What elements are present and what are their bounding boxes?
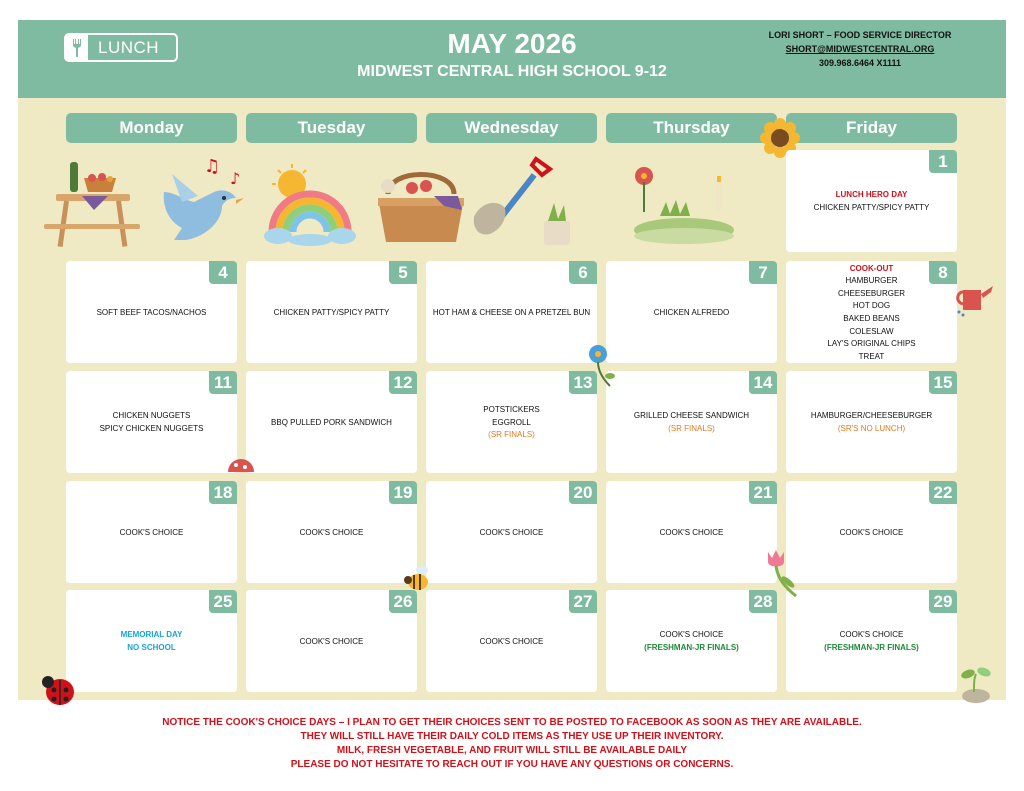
notice-line: PLEASE DO NOT HESITATE TO REACH OUT IF YOU HAVE ANY QUESTIONS OR CONCERNS.	[290, 759, 734, 770]
tulip-icon	[760, 548, 800, 602]
menu-item: COOK-OUT	[849, 263, 894, 273]
picnic-table-icon	[42, 158, 142, 250]
lunch-badge-label: LUNCH	[98, 37, 160, 57]
menu-item: LUNCH HERO DAY	[835, 190, 908, 200]
day-number: 18	[209, 481, 237, 504]
menu-item: HAMBURGER/CHEESEBURGER	[810, 411, 933, 421]
menu-item: SPICY CHICKEN NUGGETS	[99, 424, 204, 433]
menu-items	[246, 489, 417, 577]
day-cell	[786, 590, 957, 692]
day-header-tuesday: Tuesday	[246, 113, 417, 143]
menu-item: (SR'S NO LUNCH)	[837, 424, 906, 433]
day-cell	[786, 261, 957, 363]
menu-item: COLESLAW	[849, 326, 894, 336]
day-number: 1	[929, 150, 957, 173]
menu-items	[606, 489, 777, 577]
menu-items	[426, 489, 597, 577]
day-cell	[246, 261, 417, 363]
day-number: 8	[929, 261, 957, 284]
menu-item: (SR FINALS)	[668, 424, 715, 433]
day-number: 19	[389, 481, 417, 504]
day-cell	[66, 590, 237, 692]
day-header-friday: Friday	[786, 113, 957, 143]
menu-item: CHEESEBURGER	[837, 288, 906, 298]
menu-items	[786, 598, 957, 686]
day-cell	[246, 481, 417, 583]
menu-item: NO SCHOOL	[127, 643, 176, 652]
day-number: 26	[389, 590, 417, 613]
notice-line: MILK, FRESH VEGETABLE, AND FRUIT WILL STILL BE AVAILABLE DAILY	[336, 745, 688, 756]
menu-items	[246, 269, 417, 357]
day-number: 13	[569, 371, 597, 394]
menu-item: COOK'S CHOICE	[839, 630, 904, 640]
menu-items	[786, 158, 957, 246]
menu-items	[246, 598, 417, 686]
day-number: 22	[929, 481, 957, 504]
menu-item: HOT DOG	[852, 301, 891, 311]
svg-text:♪: ♪	[230, 169, 241, 188]
menu-item: COOK'S CHOICE	[479, 636, 544, 646]
menu-item: COOK'S CHOICE	[299, 636, 364, 646]
menu-item: CHICKEN PATTY/SPICY PATTY	[273, 307, 390, 317]
menu-item: COOK'S CHOICE	[299, 527, 364, 537]
contact-block	[740, 28, 980, 70]
menu-item: POTSTICKERS	[483, 405, 540, 415]
menu-item: GRILLED CHEESE SANDWICH	[633, 411, 750, 421]
menu-items	[66, 489, 237, 577]
day-number: 15	[929, 371, 957, 394]
day-cell	[246, 590, 417, 692]
day-cell	[66, 481, 237, 583]
svg-text:♫: ♫	[204, 156, 221, 177]
day-number: 4	[209, 261, 237, 284]
notice-line: THEY WILL STILL HAVE THEIR DAILY COLD ITEMS AS THEY USE UP THEIR INVENTORY.	[300, 731, 724, 742]
day-number: 25	[209, 590, 237, 613]
day-number: 27	[569, 590, 597, 613]
menu-items	[66, 379, 237, 467]
day-cell	[66, 261, 237, 363]
day-cell	[426, 371, 597, 473]
page-title: MAY 2026	[447, 28, 577, 59]
menu-item: BBQ PULLED PORK SANDWICH	[271, 417, 392, 427]
ladybug-icon	[40, 672, 78, 708]
menu-items	[426, 598, 597, 686]
menu-item: COOK'S CHOICE	[119, 527, 184, 537]
menu-items	[786, 379, 957, 467]
menu-items	[66, 269, 237, 357]
day-number: 5	[389, 261, 417, 284]
menu-item: BAKED BEANS	[843, 314, 900, 323]
day-cell	[426, 590, 597, 692]
day-cell	[66, 371, 237, 473]
menu-items	[606, 598, 777, 686]
menu-item: TREAT	[858, 351, 885, 361]
menu-items	[426, 269, 597, 357]
day-number: 20	[569, 481, 597, 504]
day-number: 28	[749, 590, 777, 613]
contact-email-link[interactable]: SHORT@MIDWESTCENTRAL.ORG	[785, 44, 935, 54]
mushroom-icon	[226, 456, 256, 496]
day-header-thursday: Thursday	[606, 113, 777, 143]
day-cell	[606, 261, 777, 363]
school-name: MIDWEST CENTRAL HIGH SCHOOL 9-12	[357, 63, 667, 80]
menu-items	[66, 598, 237, 686]
day-number: 14	[749, 371, 777, 394]
day-number: 12	[389, 371, 417, 394]
menu-item: CHICKEN NUGGETS	[112, 411, 191, 421]
garden-shovel-icon	[466, 155, 586, 251]
menu-item: LAY'S ORIGINAL CHIPS	[827, 339, 916, 349]
day-cell	[786, 150, 957, 252]
menu-item: COOK'S CHOICE	[479, 527, 544, 537]
bird-music-icon	[152, 152, 248, 252]
menu-item: HOT HAM & CHEESE ON A PRETZEL BUN	[432, 307, 591, 317]
menu-item: (FRESHMAN-JR FINALS)	[824, 643, 919, 652]
day-cell	[606, 481, 777, 583]
lunch-badge	[64, 33, 178, 62]
day-number: 29	[929, 590, 957, 613]
day-cell	[786, 371, 957, 473]
bee-icon	[400, 560, 436, 596]
day-cell	[606, 371, 777, 473]
day-number: 11	[209, 371, 237, 394]
flower-garden-icon	[630, 160, 742, 250]
menu-item: COOK'S CHOICE	[659, 630, 724, 640]
day-number: 7	[749, 261, 777, 284]
menu-item: COOK'S CHOICE	[659, 527, 724, 537]
menu-item: MEMORIAL DAY	[120, 630, 183, 640]
day-cell	[786, 481, 957, 583]
rainbow-icon	[262, 162, 358, 248]
contact-phone: 309.968.6464 X1111	[818, 58, 902, 68]
menu-items	[786, 263, 957, 361]
day-number: 21	[749, 481, 777, 504]
day-cell	[606, 590, 777, 692]
menu-item: CHICKEN ALFREDO	[653, 307, 730, 317]
menu-items	[786, 489, 957, 577]
menu-item: (SR FINALS)	[488, 430, 535, 440]
menu-item: HAMBURGER	[845, 276, 898, 286]
menu-item: CHICKEN PATTY/SPICY PATTY	[813, 203, 930, 212]
day-number: 6	[569, 261, 597, 284]
picnic-basket-icon	[374, 158, 470, 246]
menu-item: COOK'S CHOICE	[839, 527, 904, 537]
day-cell	[426, 261, 597, 363]
blue-flower-icon	[584, 344, 620, 390]
day-header-wednesday: Wednesday	[426, 113, 597, 143]
contact-name: LORI SHORT – FOOD SERVICE DIRECTOR	[768, 30, 952, 40]
menu-items	[246, 379, 417, 467]
menu-items	[606, 379, 777, 467]
menu-item: EGGROLL	[492, 417, 531, 427]
notice-line: NOTICE THE COOK'S CHOICE DAYS – I PLAN TO GET THEIR CHOICES SENT TO BE POSTED TO FACEBOOK AS SOON AS THEY ARE AVAILABLE.	[162, 717, 862, 728]
day-cell	[426, 481, 597, 583]
day-header-monday: Monday	[66, 113, 237, 143]
fork-icon	[66, 35, 88, 60]
notice-block	[0, 716, 1024, 772]
menu-items	[426, 379, 597, 467]
menu-item: SOFT BEEF TACOS/NACHOS	[96, 307, 207, 317]
watering-can-icon	[955, 278, 995, 318]
sprout-icon	[954, 662, 994, 704]
day-cell	[246, 371, 417, 473]
menu-items	[606, 269, 777, 357]
menu-item: (FRESHMAN-JR FINALS)	[644, 643, 739, 652]
